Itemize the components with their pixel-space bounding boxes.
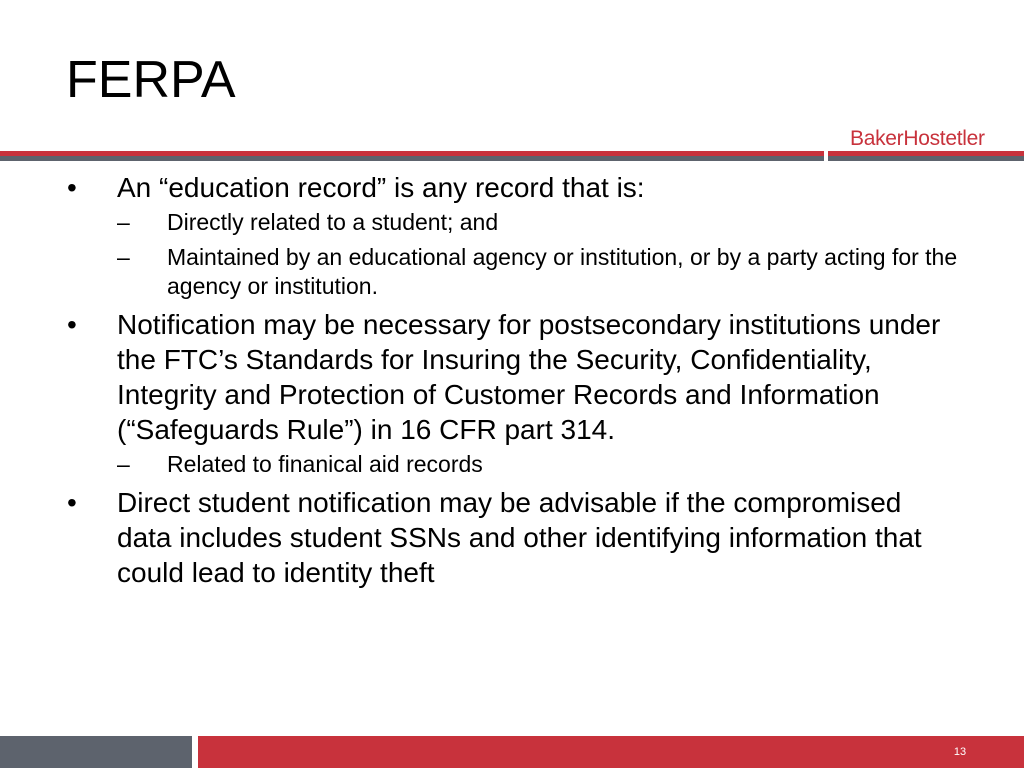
sub-bullet-item [117,450,960,479]
sub-bullet-text: Related to finanical aid records [167,451,483,477]
bullet-item [60,485,960,590]
header-rule-right-red [828,151,1024,156]
sub-bullet-text: Directly related to a student; and [167,209,499,235]
dash-marker: – [117,244,130,270]
page-number: 13 [953,746,967,758]
brand-logo: BakerHostetler [850,127,985,150]
bullet-list [60,170,960,590]
bullet-text: An “education record” is any record that is: [117,172,645,203]
sub-bullet-text: Maintained by an educational agency or institution, or by a party acting for the agency or institution. [167,244,958,299]
bullet-item [60,170,960,301]
sub-bullet-item [117,243,960,301]
bullet-item [60,307,960,479]
bullet-text: Notification may be necessary for postsecondary institutions under the FTC’s Standards for Insuring the Security, Confidentiality, Integrity and Protection of Customer Records and Information (“Safeguards Rule”) in 16 CFR part 314. [117,309,941,445]
bullet-marker: • [67,309,77,340]
bullet-marker: • [67,487,77,518]
sub-bullet-list [117,208,960,301]
dash-marker: – [117,451,130,477]
sub-bullet-item [117,208,960,237]
sub-bullet-list [117,450,960,479]
bullet-text: Direct student notification may be advisable if the compromised data includes student SSNs and other identifying information that could lead to identity theft [117,487,922,588]
footer-bar-gray [0,736,192,768]
dash-marker: – [117,209,130,235]
slide-title: FERPA [66,51,236,109]
bullet-marker: • [67,172,77,203]
slide-body [60,170,960,590]
footer-bar-red [198,736,1024,768]
header-rule-red [0,151,824,156]
